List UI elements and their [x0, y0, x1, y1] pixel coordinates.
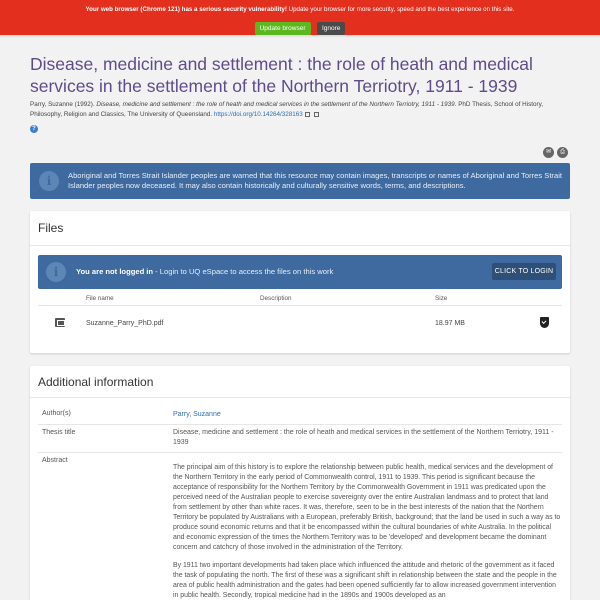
login-alert-bold: You are not logged in — [76, 267, 154, 276]
external-link-icon[interactable] — [305, 112, 310, 117]
abstract-paragraph: The principal aim of this history is to explore the relationship between public health, medical services and the development of the Northern Territory in the early period of Commonwealth control, 1911 to 1939. This period is significant because the acceptance of responsibility for the Northern Territory by the Commonwealth Government in 1911 was predicated upon the perceived need of the Australian people to exercise sovereignty over the entire Australian landmass and to protect that land from settlement by other than white races. It was, therefore, seen to be in the best interests of the nation that the Northern Territory be populated by Australians with a European, preferably British, background; that the land be used in such a way as to produce sound economic returns and that it be encompassed within the cultural boundaries of white Australia. In the political and economic expression of the times the Northern Territory was to be 'developed' and development became the dominant concern and catchcry of those involved in the administration of the Territory. — [173, 464, 561, 551]
browser-warning-message — [0, 0, 600, 13]
file-preview-icon[interactable] — [55, 318, 65, 327]
file-name[interactable]: Suzanne_Parry_PhD.pdf — [86, 320, 164, 327]
files-card — [30, 211, 570, 353]
info-icon: i — [39, 171, 59, 191]
abstract-paragraph: By 1911 two important developments had taken place which influenced the attitude and rhetoric of the government as it faced the task of populating the north. The first of these was a significant shift in relationship between the state and the people in the area of public health administration and the gates had been opened sufficiently far to allow increased government intervention in public health. Secondly, tropical medicine had in the 1890s and 1900s developed as an — [173, 562, 557, 599]
help-icon[interactable]: ? — [30, 125, 38, 133]
browser-warning-text: Update your browser for more security, speed and the best experience on this site. — [286, 6, 515, 13]
update-browser-button[interactable]: Update browser — [255, 22, 311, 35]
abstract-label: Abstract — [42, 457, 68, 464]
thesis-title-value: Disease, medicine and settlement : the role of heath and medical services in the settlement of the Northern Terriotry, 1911 - 1939 — [173, 429, 554, 446]
cultural-warning-text: Aboriginal and Torres Strait Islander peoples are warned that this resource may contain images, transcripts or names of Aboriginal and Torres Strait Islander peoples now deceased. It may also contain historically and culturally sensitive words, terms, and descriptions. — [68, 171, 562, 190]
divider — [38, 424, 562, 425]
abstract-text — [173, 463, 561, 600]
citation-title: Disease, medicine and settlement : the role of heath and medical services in the settlement of the Northern Terriotry, 1911 - 1939 — [96, 101, 455, 108]
citation — [30, 100, 575, 120]
copy-icon[interactable] — [314, 112, 319, 117]
additional-info-heading: Additional information — [38, 375, 154, 389]
info-icon: i — [46, 262, 66, 282]
divider — [30, 397, 570, 398]
browser-warning-bold: Your web browser (Chrome 121) has a serious security vulnerability! — [85, 6, 287, 13]
column-header-file-name: File name — [86, 295, 114, 302]
divider — [38, 305, 562, 306]
banner-shadow — [0, 35, 600, 38]
citation-details: . PhD Thesis, School of History, Philosophy, Religion and Classics, The University of Queensland. — [30, 101, 544, 118]
login-alert-message: - Login to UQ eSpace to access the files on this work — [153, 267, 334, 276]
file-size: 18.97 MB — [435, 320, 465, 327]
login-alert — [38, 255, 562, 289]
ignore-button[interactable]: Ignore — [317, 22, 345, 35]
login-button[interactable]: CLICK TO LOGIN — [492, 263, 556, 280]
email-icon[interactable]: ✉ — [543, 147, 554, 158]
additional-info-card — [30, 366, 570, 600]
author-label: Author(s) — [42, 410, 71, 417]
citation-author: Parry, Suzanne (1992). — [30, 101, 97, 108]
author-link[interactable]: Parry, Suzanne — [173, 411, 221, 418]
login-alert-text — [76, 267, 333, 276]
cultural-warning-alert — [30, 163, 570, 199]
files-heading: Files — [38, 221, 64, 235]
thesis-title-label: Thesis title — [42, 429, 76, 436]
divider — [30, 245, 570, 246]
browser-warning-banner — [0, 0, 600, 35]
print-icon[interactable]: ⎙ — [557, 147, 568, 158]
divider — [38, 452, 562, 453]
page-title: Disease, medicine and settlement : the role of heath and medical services in the settlement of the Northern Terriotry, 1911 - 1939 — [30, 54, 533, 96]
column-header-description: Description — [260, 295, 292, 302]
shield-icon — [540, 317, 549, 328]
column-header-size: Size — [435, 295, 448, 302]
doi-link[interactable]: https://doi.org/10.14264/328163 — [213, 111, 303, 118]
